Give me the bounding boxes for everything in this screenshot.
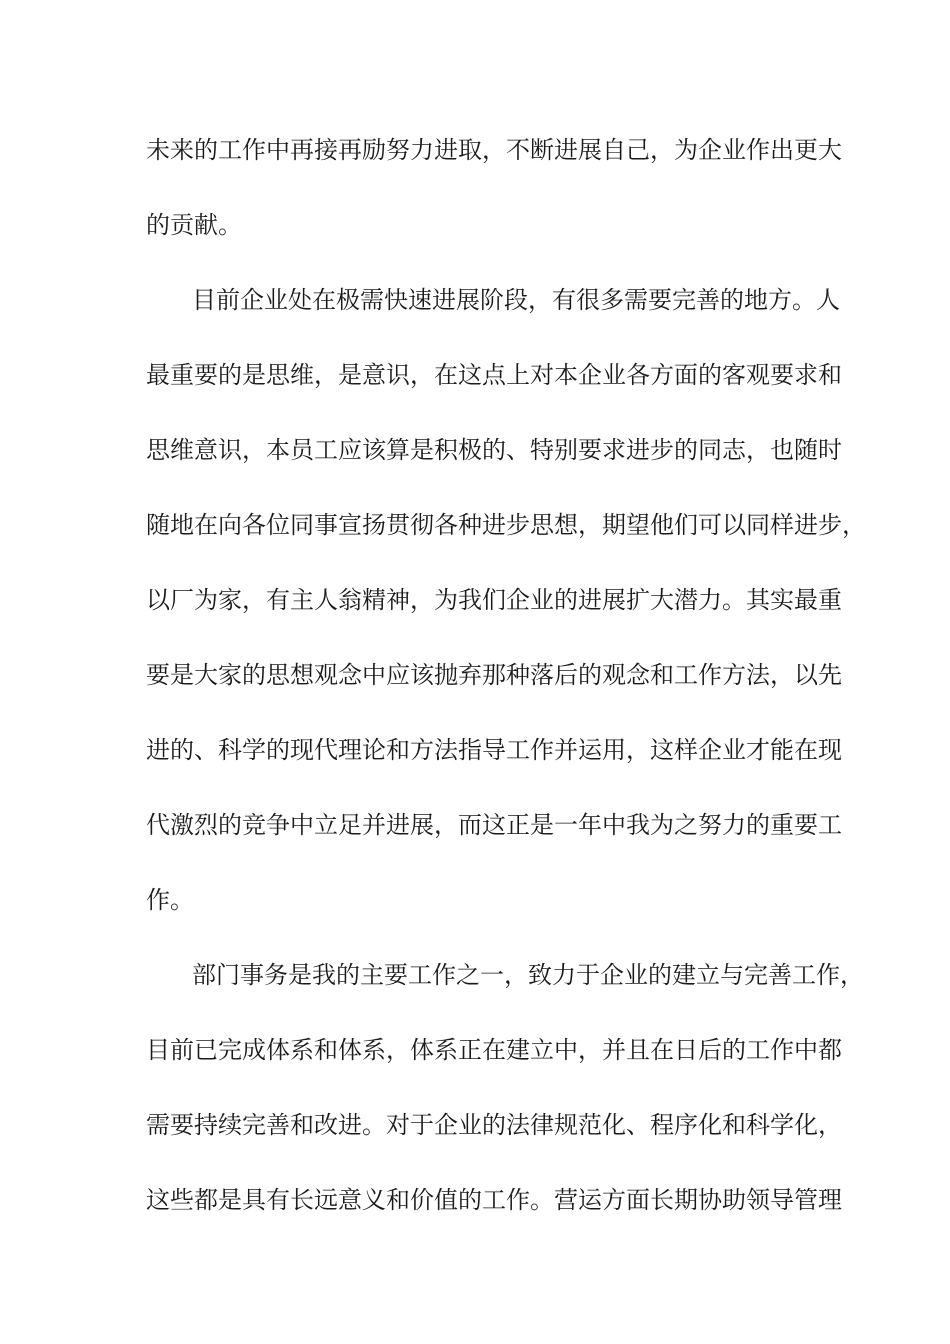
- paragraph-1-line-1: 未来的工作中再接再励努力进取，不断进展自己，为企业作出更大: [146, 136, 842, 164]
- paragraph-1-line-2: 的贡献。: [146, 211, 242, 239]
- paragraph-2-line-4: 随地在向各位同事宣扬贯彻各种进步思想，期望他们可以同样进步，: [146, 511, 866, 539]
- paragraph-2-line-5: 以厂为家，有主人翁精神，为我们企业的进展扩大潜力。其实最重: [146, 586, 842, 614]
- paragraph-2-line-8: 代激烈的竞争中立足并进展，而这正是一年中我为之努力的重要工: [146, 811, 842, 839]
- paragraph-3-line-1: 部门事务是我的主要工作之一，致力于企业的建立与完善工作，: [192, 961, 864, 989]
- paragraph-2-line-3: 思维意识，本员工应该算是积极的、特别要求进步的同志，也随时: [146, 436, 842, 464]
- paragraph-3-line-3: 需要持续完善和改进。对于企业的法律规范化、程序化和科学化，: [146, 1111, 842, 1139]
- paragraph-3-line-2: 目前已完成体系和体系，体系正在建立中，并且在日后的工作中都: [146, 1036, 842, 1064]
- paragraph-2-line-9: 作。: [146, 886, 194, 914]
- paragraph-3-line-4: 这些都是具有长远意义和价值的工作。营运方面长期协助领导管理: [146, 1186, 842, 1214]
- paragraph-2-line-1: 目前企业处在极需快速进展阶段，有很多需要完善的地方。人: [192, 286, 840, 314]
- paragraph-2-line-2: 最重要的是思维，是意识，在这点上对本企业各方面的客观要求和: [146, 361, 842, 389]
- paragraph-2-line-7: 进的、科学的现代理论和方法指导工作并运用，这样企业才能在现: [146, 736, 842, 764]
- paragraph-2-line-6: 要是大家的思想观念中应该抛弃那种落后的观念和工作方法，以先: [146, 661, 842, 689]
